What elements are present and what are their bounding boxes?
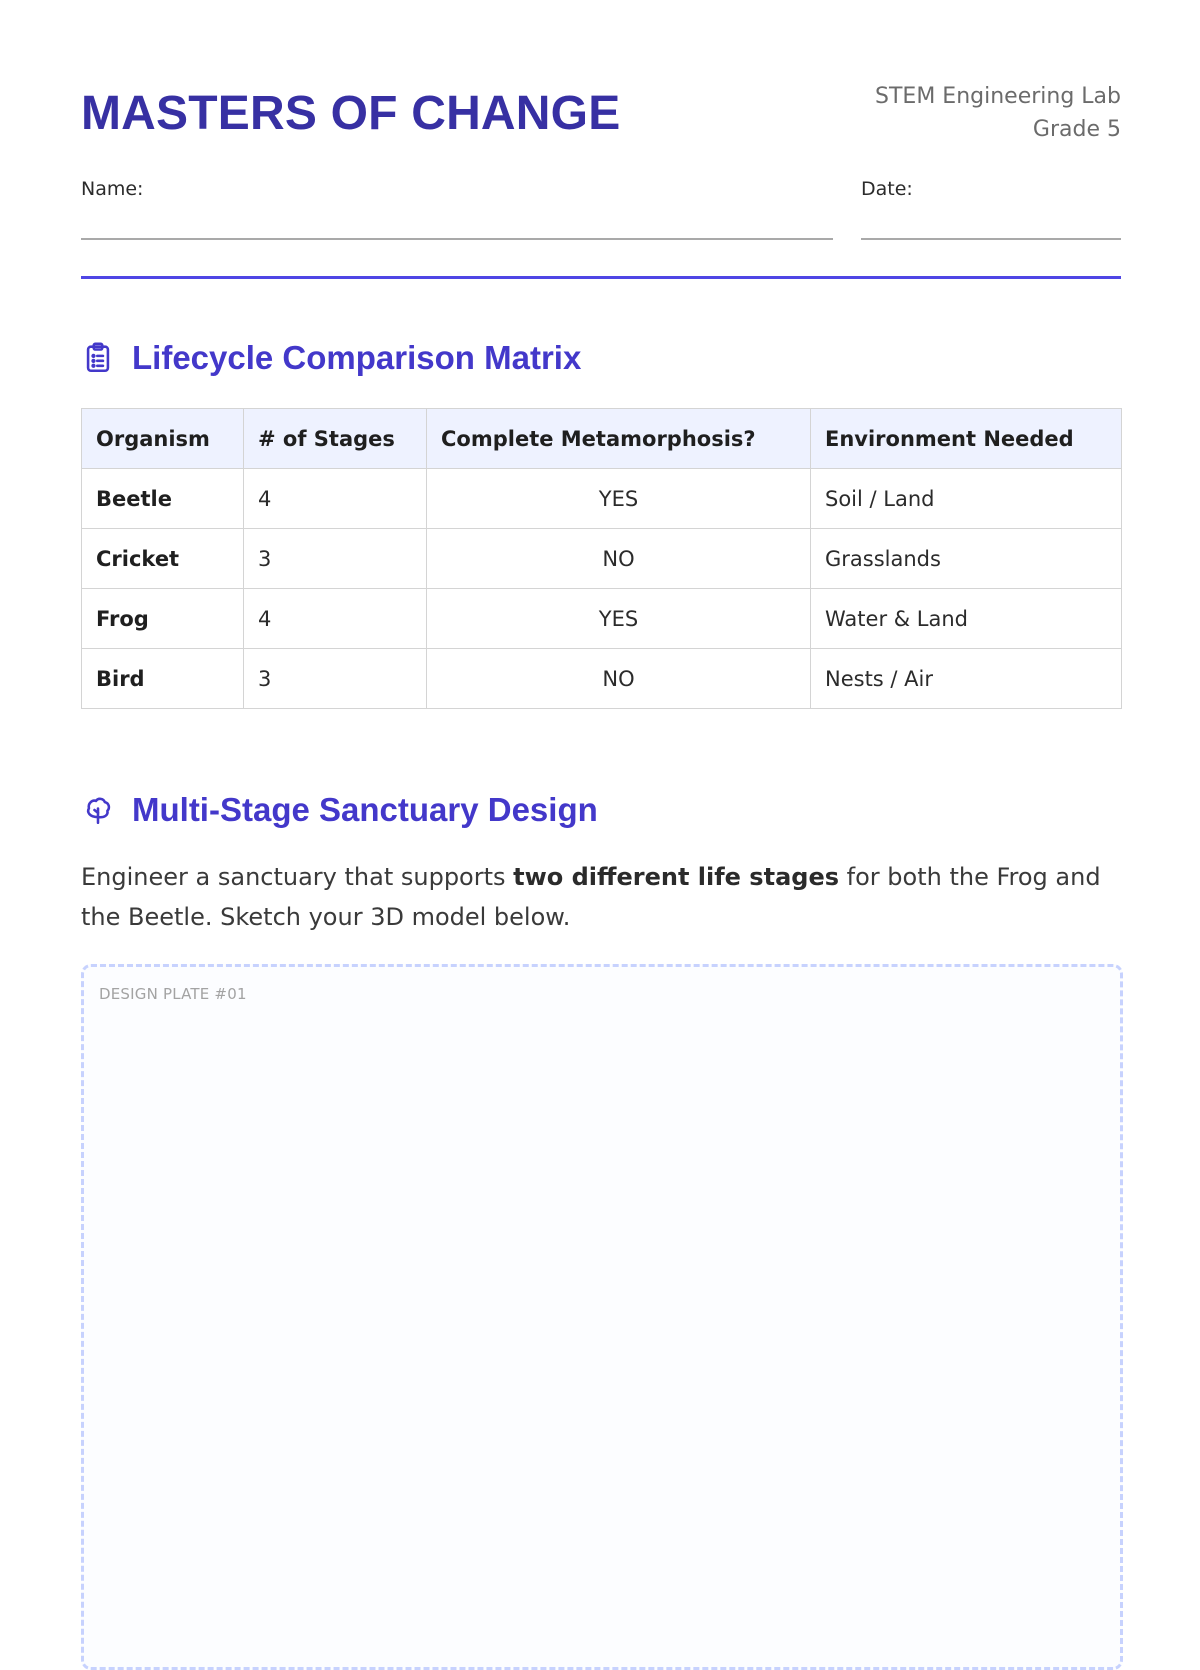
column-header: Complete Metamorphosis?: [427, 409, 811, 469]
table-row: [82, 529, 1122, 589]
design-section-header: [81, 788, 598, 832]
design-plate[interactable]: [81, 964, 1123, 1670]
stages-cell: 4: [244, 589, 427, 649]
table-row: [82, 589, 1122, 649]
matrix-section-header: [81, 336, 581, 380]
column-header: # of Stages: [244, 409, 427, 469]
header-divider: [81, 276, 1121, 279]
page-title: MASTERS OF CHANGE: [81, 87, 621, 140]
instructions-text: for both the Frog and the Beetle. Sketch your 3D model below.: [81, 863, 1101, 931]
environment-cell: Grasslands: [811, 529, 1122, 589]
stages-cell: 3: [244, 649, 427, 709]
organism-cell: Bird: [82, 649, 244, 709]
metamorphosis-cell: YES: [427, 469, 811, 529]
organism-cell: Beetle: [82, 469, 244, 529]
header-meta: [875, 80, 1121, 146]
name-field[interactable]: [81, 238, 833, 240]
design-title: Multi-Stage Sanctuary Design: [132, 791, 598, 828]
metamorphosis-cell: NO: [427, 649, 811, 709]
organism-cell: Cricket: [82, 529, 244, 589]
grade-level: Grade 5: [1032, 117, 1121, 142]
tree-icon: [81, 793, 115, 827]
table-row: [82, 469, 1122, 529]
table-header-row: [82, 409, 1122, 469]
organism-cell: Frog: [82, 589, 244, 649]
metamorphosis-cell: NO: [427, 529, 811, 589]
lab-name: STEM Engineering Lab: [875, 84, 1121, 109]
table-row: [82, 649, 1122, 709]
stages-cell: 3: [244, 529, 427, 589]
plate-label: DESIGN PLATE #01: [99, 985, 247, 1003]
design-instructions: [81, 857, 1121, 937]
instructions-text: Engineer a sanctuary that supports: [81, 863, 514, 891]
clipboard-icon: [81, 341, 115, 375]
environment-cell: Water & Land: [811, 589, 1122, 649]
stages-cell: 4: [244, 469, 427, 529]
instructions-emphasis: two different life stages: [513, 863, 840, 891]
column-header: Environment Needed: [811, 409, 1122, 469]
lifecycle-table: [81, 408, 1122, 709]
matrix-title: Lifecycle Comparison Matrix: [132, 339, 582, 376]
metamorphosis-cell: YES: [427, 589, 811, 649]
column-header: Organism: [82, 409, 244, 469]
environment-cell: Nests / Air: [811, 649, 1122, 709]
name-label: Name:: [81, 178, 144, 200]
environment-cell: Soil / Land: [811, 469, 1122, 529]
date-label: Date:: [861, 178, 913, 200]
date-field[interactable]: [861, 238, 1121, 240]
